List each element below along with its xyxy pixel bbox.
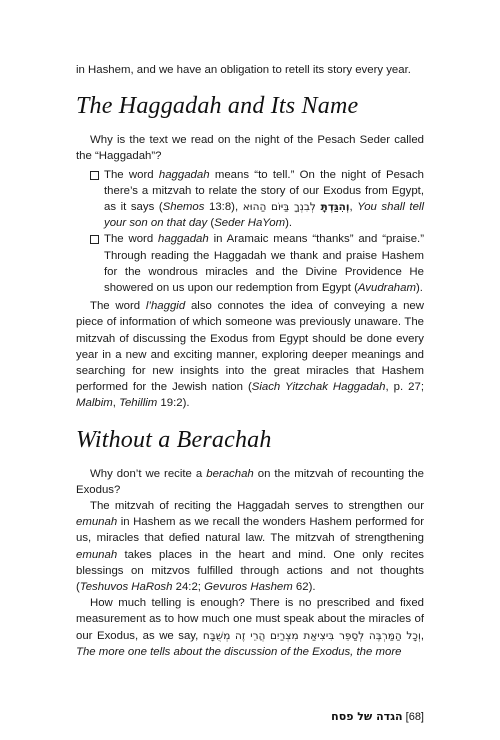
checkbox-square-icon xyxy=(90,171,99,180)
telling-paragraph: How much telling is enough? There is no prescribed and fixed measurement as to how much one must speak about the miracles of our Exodus, as we say, וְכָל הַמַּרְבֶּה לְסַפֵּר בִּיצִיאַת מִצְרַיִם הֲרֵי זֶה מְשֻׁבָּח, The more one tells about the discussion of the Exodus, the more xyxy=(76,597,424,658)
section-heading-berachah: Without a Berachah xyxy=(76,426,272,453)
checkbox-square-icon xyxy=(90,235,99,244)
page-number: [68] xyxy=(405,711,424,723)
running-title: הגדה של פסח xyxy=(331,710,403,723)
bullet-item-thanks: The word haggadah in Aramaic means “thanks” and “praise.” Through reading the Haggadah we thank and praise Hashem for the wondrous miracles and the Divine Providence He showered on us upon our redemption from Egypt (Avudraham). xyxy=(90,231,424,296)
lhaggid-paragraph: The word l’haggid also connotes the idea of conveying a new piece of information of which someone was previously unaware. The mitzvah of discussing the Exodus from Egypt should be done every year in a new and exciting manner, exploring deeper meanings and searching for new insights into the great miracles that Hashem performed for the Jewish nation (Siach Yitzchak Haggadah, p. 27; Malbim, Tehillim 19:2). xyxy=(76,300,425,410)
bullet-item-tell: The word haggadah means “to tell.” On the night of Pesach there’s a mitzvah to relate the story of our Exodus from Egypt, as it says (Shemos 13:8), וְהִגַּדְתָּ לְבִנְךָ בַּיּוֹם הַהוּא , You shall tell your son on that day (Seder HaYom). xyxy=(90,167,424,232)
berachah-question: Why don’t we recite a berachah on the mitzvah of recounting the Exodus? xyxy=(76,467,425,496)
emunah-paragraph: The mitzvah of reciting the Haggadah serves to strengthen our emunah in Hashem as we recall the wonders Hashem performed for us, miracles that defied natural law. The mitzvah of strengthening emunah takes places in the heart and mind. One only recites blessings on mitzvos fulfilled through actions and not thoughts (Teshuvos HaRosh 24:2; Gevuros Hashem 62). xyxy=(76,500,424,594)
page-body xyxy=(76,62,424,660)
page-footer xyxy=(76,710,424,723)
section-heading-haggadah-name: The Haggadah and Its Name xyxy=(76,93,359,120)
bullet-list xyxy=(76,167,424,297)
intro-paragraph: in Hashem, and we have an obligation to retell its story every year. xyxy=(76,64,411,76)
question-paragraph: Why is the text we read on the night of the Pesach Seder called the “Haggadah”? xyxy=(76,134,424,163)
